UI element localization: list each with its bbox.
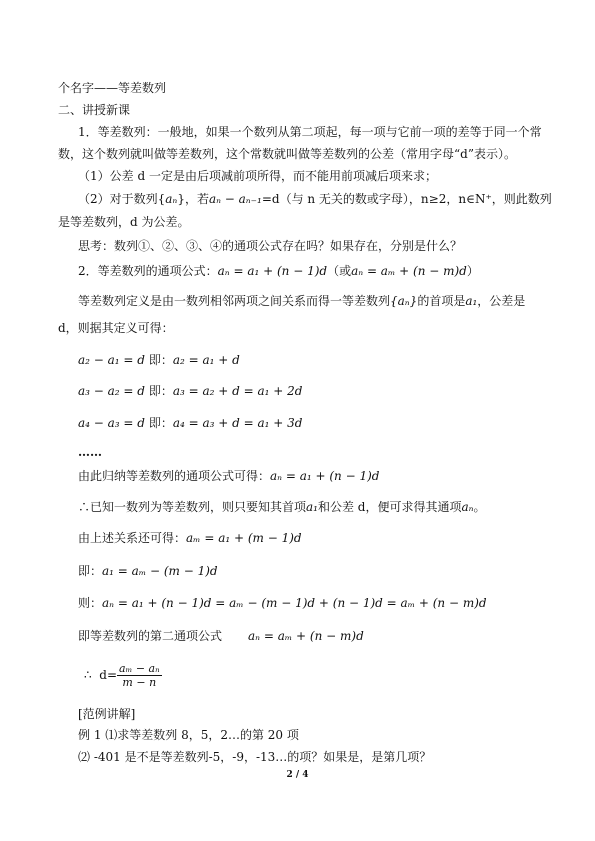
equation-step-3: a₄ − a₃ = d 即：a₄ = a₃ + d = a₁ + 3d	[78, 416, 303, 430]
note-2-continued: 是等差数列，d 为公差。	[58, 215, 190, 229]
note-1: （1）公差 d 一定是由后项减前项所得，而不能用前项减后项来求；	[78, 169, 437, 183]
induction-result: 由此归纳等差数列的通项公式可得：aₙ = a₁ + (n − 1)d	[78, 469, 380, 483]
equation-step-1: a₂ − a₁ = d 即：a₂ = a₁ + d	[78, 353, 240, 367]
equation-step-2: a₃ − a₂ = d 即：a₃ = a₂ + d = a₁ + 2d	[78, 384, 303, 398]
second-formula-line: 即等差数列的第二通项公式 aₙ = aₘ + (n − m)d	[78, 629, 364, 643]
examples-heading: [范例讲解]	[78, 707, 136, 721]
relation-am: 由上述关系还可得：aₘ = a₁ + (m − 1)d	[78, 531, 302, 545]
definition-line-2: 数，这个数列就叫做等差数列，这个常数就叫做等差数列的公差（常用字母“d”表示）。	[58, 147, 516, 161]
derivation-intro: 等差数列定义是由一数列相邻两项之间关系而得一等差数列{aₙ}的首项是a₁，公差是	[78, 294, 526, 308]
conclusion: ∴已知一数列为等差数列，则只要知其首项a₁和公差 d，便可求得其通项aₙ。	[78, 500, 486, 514]
definition-line-1: 1．等差数列：一般地，如果一个数列从第二项起，每一项与它前一项的差等于同一个常	[78, 125, 542, 139]
heading-continuation: 个名字——等差数列	[58, 81, 167, 95]
example-1-part-2: ⑵ -401 是不是等差数列-5，-9，-13…的项？如果是，是第几项？	[78, 750, 432, 764]
general-formula-line: 2．等差数列的通项公式：aₙ = a₁ + (n − 1)d（或aₙ = aₘ + (n − m)d）	[78, 264, 479, 278]
section-heading: 二、讲授新课	[58, 103, 131, 117]
relation-a1: 即：a₁ = aₘ − (m − 1)d	[78, 564, 218, 578]
derivation-intro-continued: d，则据其定义可得：	[58, 321, 174, 335]
ellipsis: ……	[78, 445, 102, 459]
think-question: 思考：数列①、②、③、④的通项公式存在吗？如果存在，分别是什么？	[78, 239, 463, 253]
difference-formula: ∴ d= $\frac{\text{aₘ − aₙ}}{m - n}$	[84, 662, 160, 689]
page-number: 2 / 4	[286, 770, 309, 780]
fraction: $\frac{\text{aₘ − aₙ}}{m - n}$	[119, 662, 160, 689]
relation-chain: 则：aₙ = a₁ + (n − 1)d = aₘ − (m − 1)d + (n − 1)d = aₘ + (n − m)d	[78, 596, 487, 610]
example-1-part-1: 例 1 ⑴求等差数列 8，5，2…的第 20 项	[78, 728, 299, 742]
note-2: （2）对于数列{aₙ}，若aₙ − aₙ₋₁=d（与 n 无关的数或字母），n≥2，n∈N⁺，则此数列	[78, 192, 552, 206]
